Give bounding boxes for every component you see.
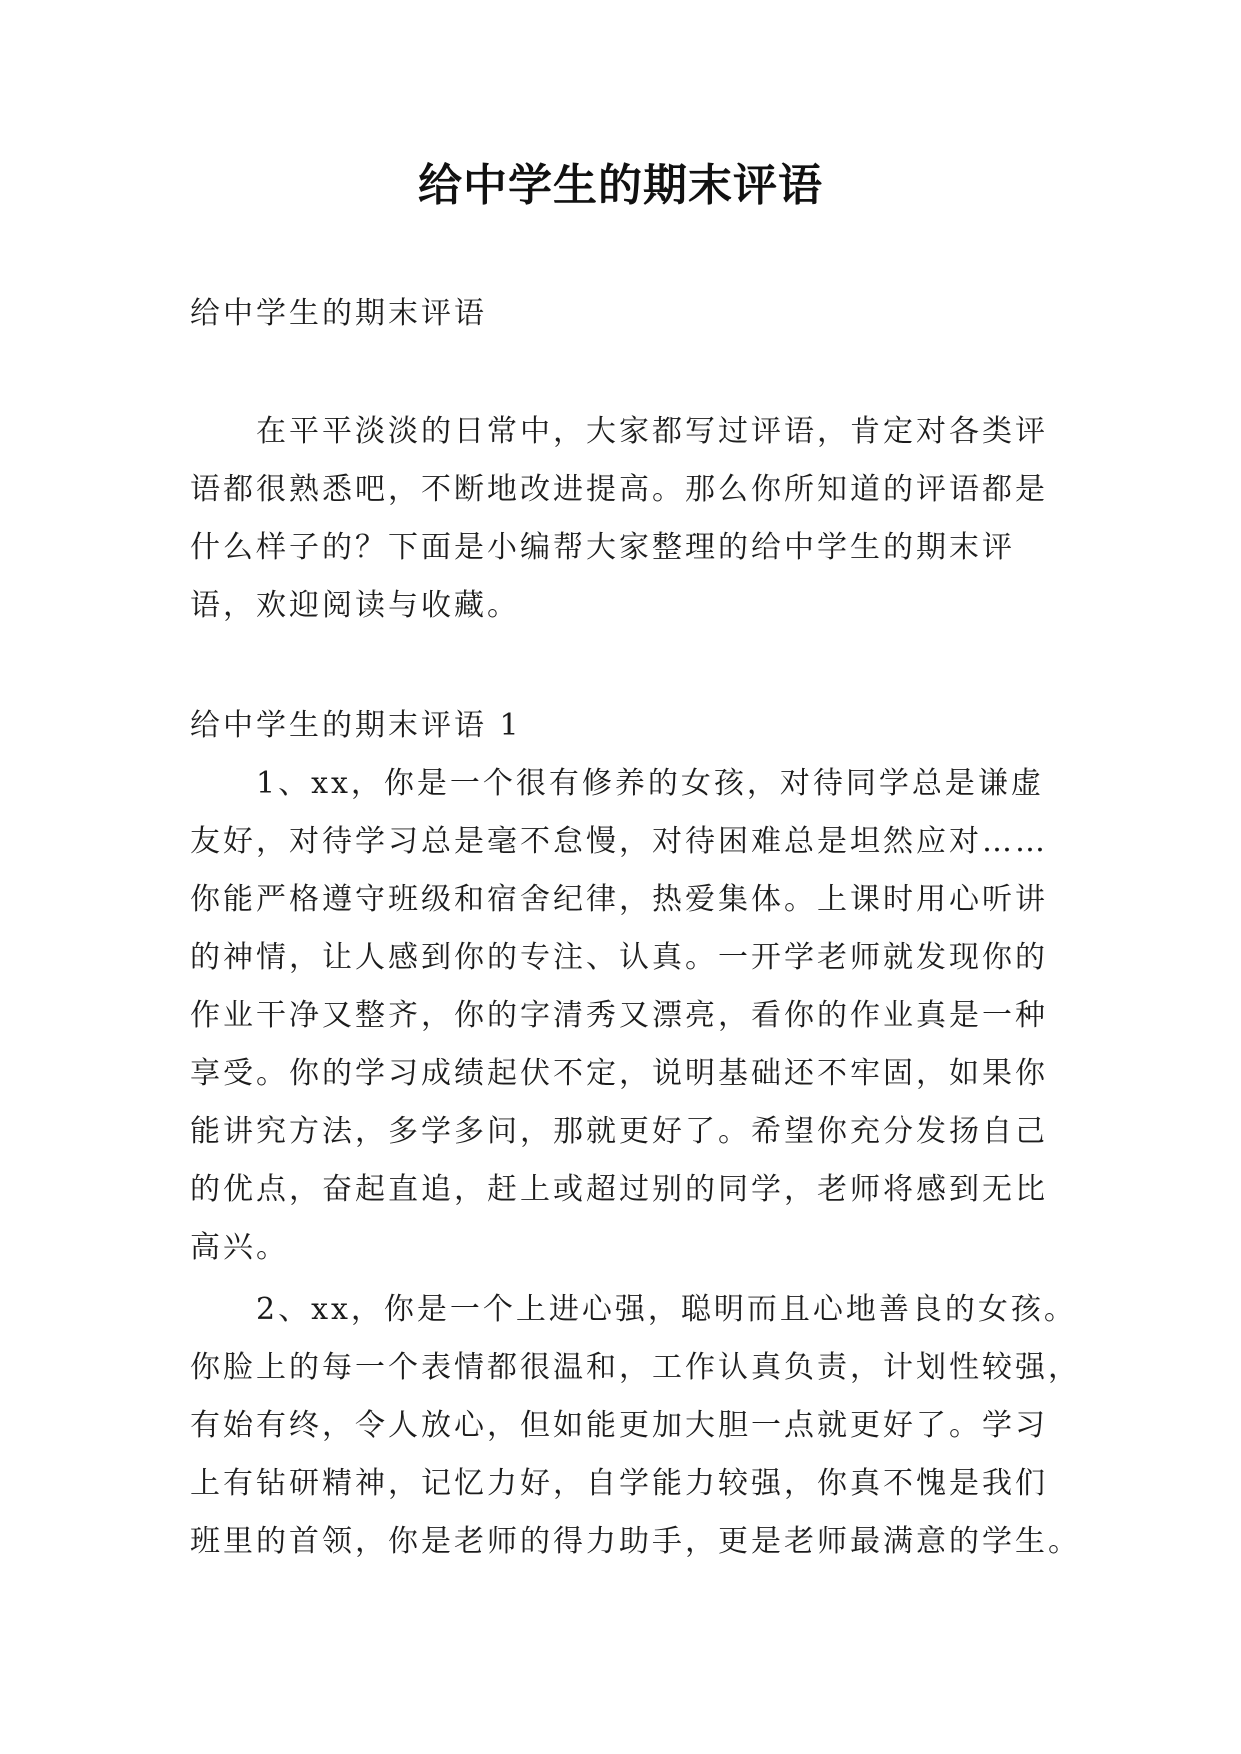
comment-line: 友好，对待学习总是毫不怠慢，对待困难总是坦然应对…… — [190, 824, 1048, 859]
comment-line: 享受。你的学习成绩起伏不定，说明基础还不牢固，如果你 — [190, 1056, 1048, 1091]
comment-line: 你脸上的每一个表情都很温和，工作认真负责，计划性较强， — [190, 1350, 1081, 1385]
comment-line: 班里的首领，你是老师的得力助手，更是老师最满意的学生。 — [190, 1524, 1081, 1559]
comment-line: 的优点，奋起直追，赶上或超过别的同学，老师将感到无比 — [190, 1172, 1048, 1207]
intro-line: 什么样子的？下面是小编帮大家整理的给中学生的期末评 — [190, 530, 1015, 565]
comment-item-1 — [190, 755, 1050, 1277]
intro-line: 语都很熟悉吧，不断地改进提高。那么你所知道的评语都是 — [190, 472, 1048, 507]
document-subtitle — [190, 285, 1050, 343]
document-title: 给中学生的期末评语 — [418, 160, 823, 211]
comment-line: 能讲究方法，多学多问，那就更好了。希望你充分发扬自己 — [190, 1114, 1048, 1149]
comment-item-2 — [190, 1281, 1081, 1571]
comment-line: 有始有终，令人放心，但如能更加大胆一点就更好了。学习 — [190, 1408, 1048, 1443]
comment-line: 的神情，让人感到你的专注、认真。一开学老师就发现你的 — [190, 940, 1048, 975]
section-heading — [190, 697, 1050, 755]
intro-line: 在平平淡淡的日常中，大家都写过评语，肯定对各类评 — [256, 414, 1048, 449]
intro-line: 语，欢迎阅读与收藏。 — [190, 588, 520, 623]
comment-line: 你能严格遵守班级和宿舍纪律，热爱集体。上课时用心听讲 — [190, 882, 1048, 917]
comment-line: 上有钻研精神，记忆力好，自学能力较强，你真不愧是我们 — [190, 1466, 1048, 1501]
comment-line: 1、xx，你是一个很有修养的女孩，对待同学总是谦虚 — [256, 766, 1044, 801]
subtitle-text: 给中学生的期末评语 — [190, 296, 487, 331]
comment-line: 2、xx，你是一个上进心强，聪明而且心地善良的女孩。 — [256, 1292, 1077, 1327]
section-heading-text: 给中学生的期末评语 1 — [190, 708, 522, 743]
comment-line: 作业干净又整齐，你的字清秀又漂亮，看你的作业真是一种 — [190, 998, 1048, 1033]
comment-line: 高兴。 — [190, 1230, 289, 1265]
intro-paragraph — [190, 403, 1050, 635]
